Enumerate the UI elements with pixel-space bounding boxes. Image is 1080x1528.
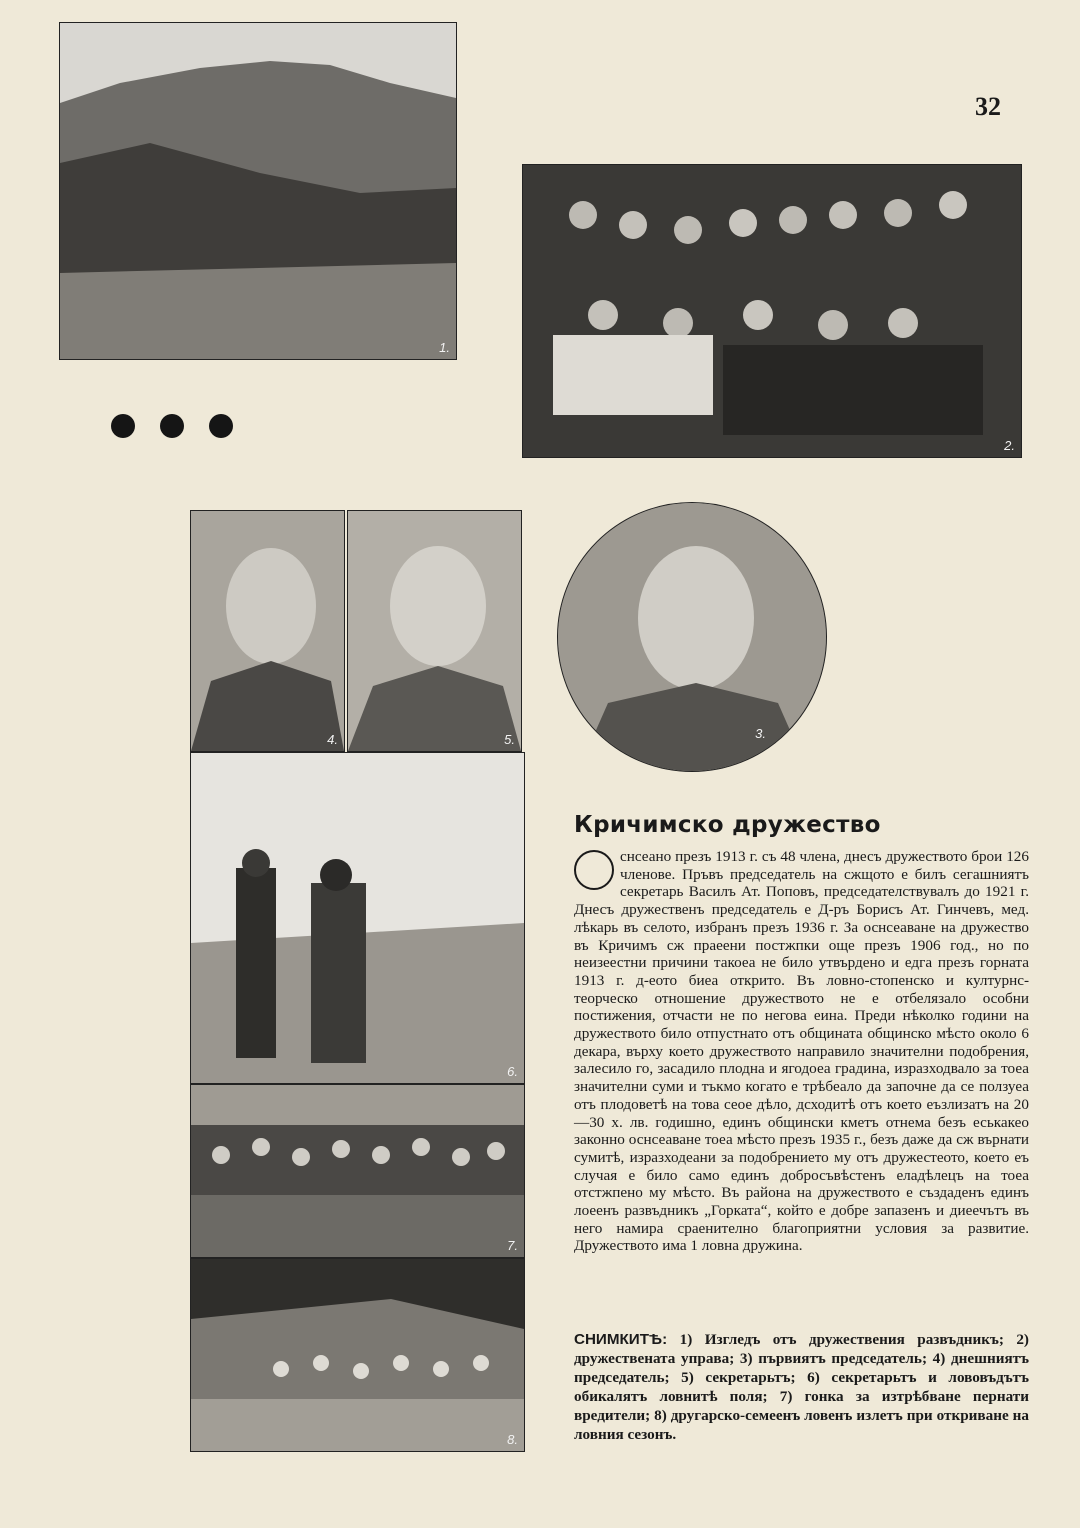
captions-text: 1) Изгледъ отъ дружествения развъдникъ; 2) дружествената управа; 3) първиятъ председатель; 4) днешниятъ председатель; 5) секретарьтъ; 6) секретарьтъ и лововъдътъ обикалятъ ловнитѣ поля; 7) гонка за изтрѣбване пернати вредители; 8) другарско-семеенъ ловенъ излетъ при откриване на ловния сезонъ.	[574, 1331, 1029, 1443]
decorative-dot-1	[111, 414, 135, 438]
photo-1-label: 1.	[439, 340, 450, 355]
photo-6-label: 6.	[507, 1064, 518, 1079]
article-title: Кричимско дружество	[574, 812, 881, 838]
photo-3-portrait-first-chairman	[557, 502, 827, 772]
photo-4-portrait-chairman	[190, 510, 345, 752]
photo-2-group	[522, 164, 1022, 458]
page-number: 32	[975, 92, 1001, 121]
photo-5-portrait-secretary	[347, 510, 522, 752]
article-text: снсеано презъ 1913 г. съ 48 члена, днесъ дружеството брои 126 членове. Пръвъ председатель на сжщото е билъ сегашниятъ секретарь Василъ Ат. Поповъ, председателствувалъ до 1921 г. Днесъ дружественъ председатель е Д-ръ Борисъ Ат. Гинчевъ, мед. лѣкарь въ селото, избранъ презъ 1936 г. За оснсеаване на дружество въ Кричимъ сж праеени постжпки още презъ 1906 год., но по неизеестни причини такоеа не било утвърдено и едга презъ горната 1913 г. д-еото биеа открито. Въ ловно-стопенско и културнс-теорческо отношение дружеството не е отбелязало особни постижения, отчасти не по негова еина. Преди нѣколко години на дружеството било отпустнато отъ общината общинско мѣсто около 6 декара, върху което дружеството направило значителни подобрения, залесило го, засадило плодна и ягодоеа градина, изразходвало за тоеа значителни суми и тъкмо когато е трѣбеало да започне да се ползуеа отъ плодоветѣ на това сеое дѣло, дсходитѣ отъ което еъзлизатъ на 20—30 х. лв. годишно, единъ общински кметъ отнема безъ еськакео законно оснсеаване тоеа мѣсто презъ 1935 г., безъ даже да сж върнати сумитѣ, изразходеани за подобрението му отъ дружестеото, което еъ случая е било само единъ добросъвѣстенъ еладѣлецъ на тоеа отстжпено му мѣсто. Въ района на дружеството е създаденъ единъ лоеенъ развъдникъ „Горката“, който е добре запазенъ и диеечътъ въ него намира сраенително благоприятни условия за развитие. Дружеството има 1 ловна дружина.	[574, 848, 1029, 1255]
photo-7-label: 7.	[507, 1238, 518, 1253]
photo-4-label: 4.	[327, 732, 338, 747]
article-body	[574, 848, 1029, 1255]
photo-2-label: 2.	[1004, 438, 1015, 453]
photo-8-label: 8.	[507, 1432, 518, 1447]
captions-lead: СНИМКИТѢ:	[574, 1331, 668, 1348]
photo-5-label: 5.	[504, 732, 515, 747]
photo-1-mountain	[59, 22, 457, 360]
photo-7-hunting-party	[190, 1084, 525, 1258]
photo-3-label: 3.	[755, 726, 766, 741]
decorative-dot-2	[160, 414, 184, 438]
drop-cap-o	[574, 850, 614, 890]
decorative-dot-3	[209, 414, 233, 438]
photo-6-hunters	[190, 752, 525, 1084]
photo-captions	[574, 1330, 1029, 1444]
photo-8-family-outing	[190, 1258, 525, 1452]
